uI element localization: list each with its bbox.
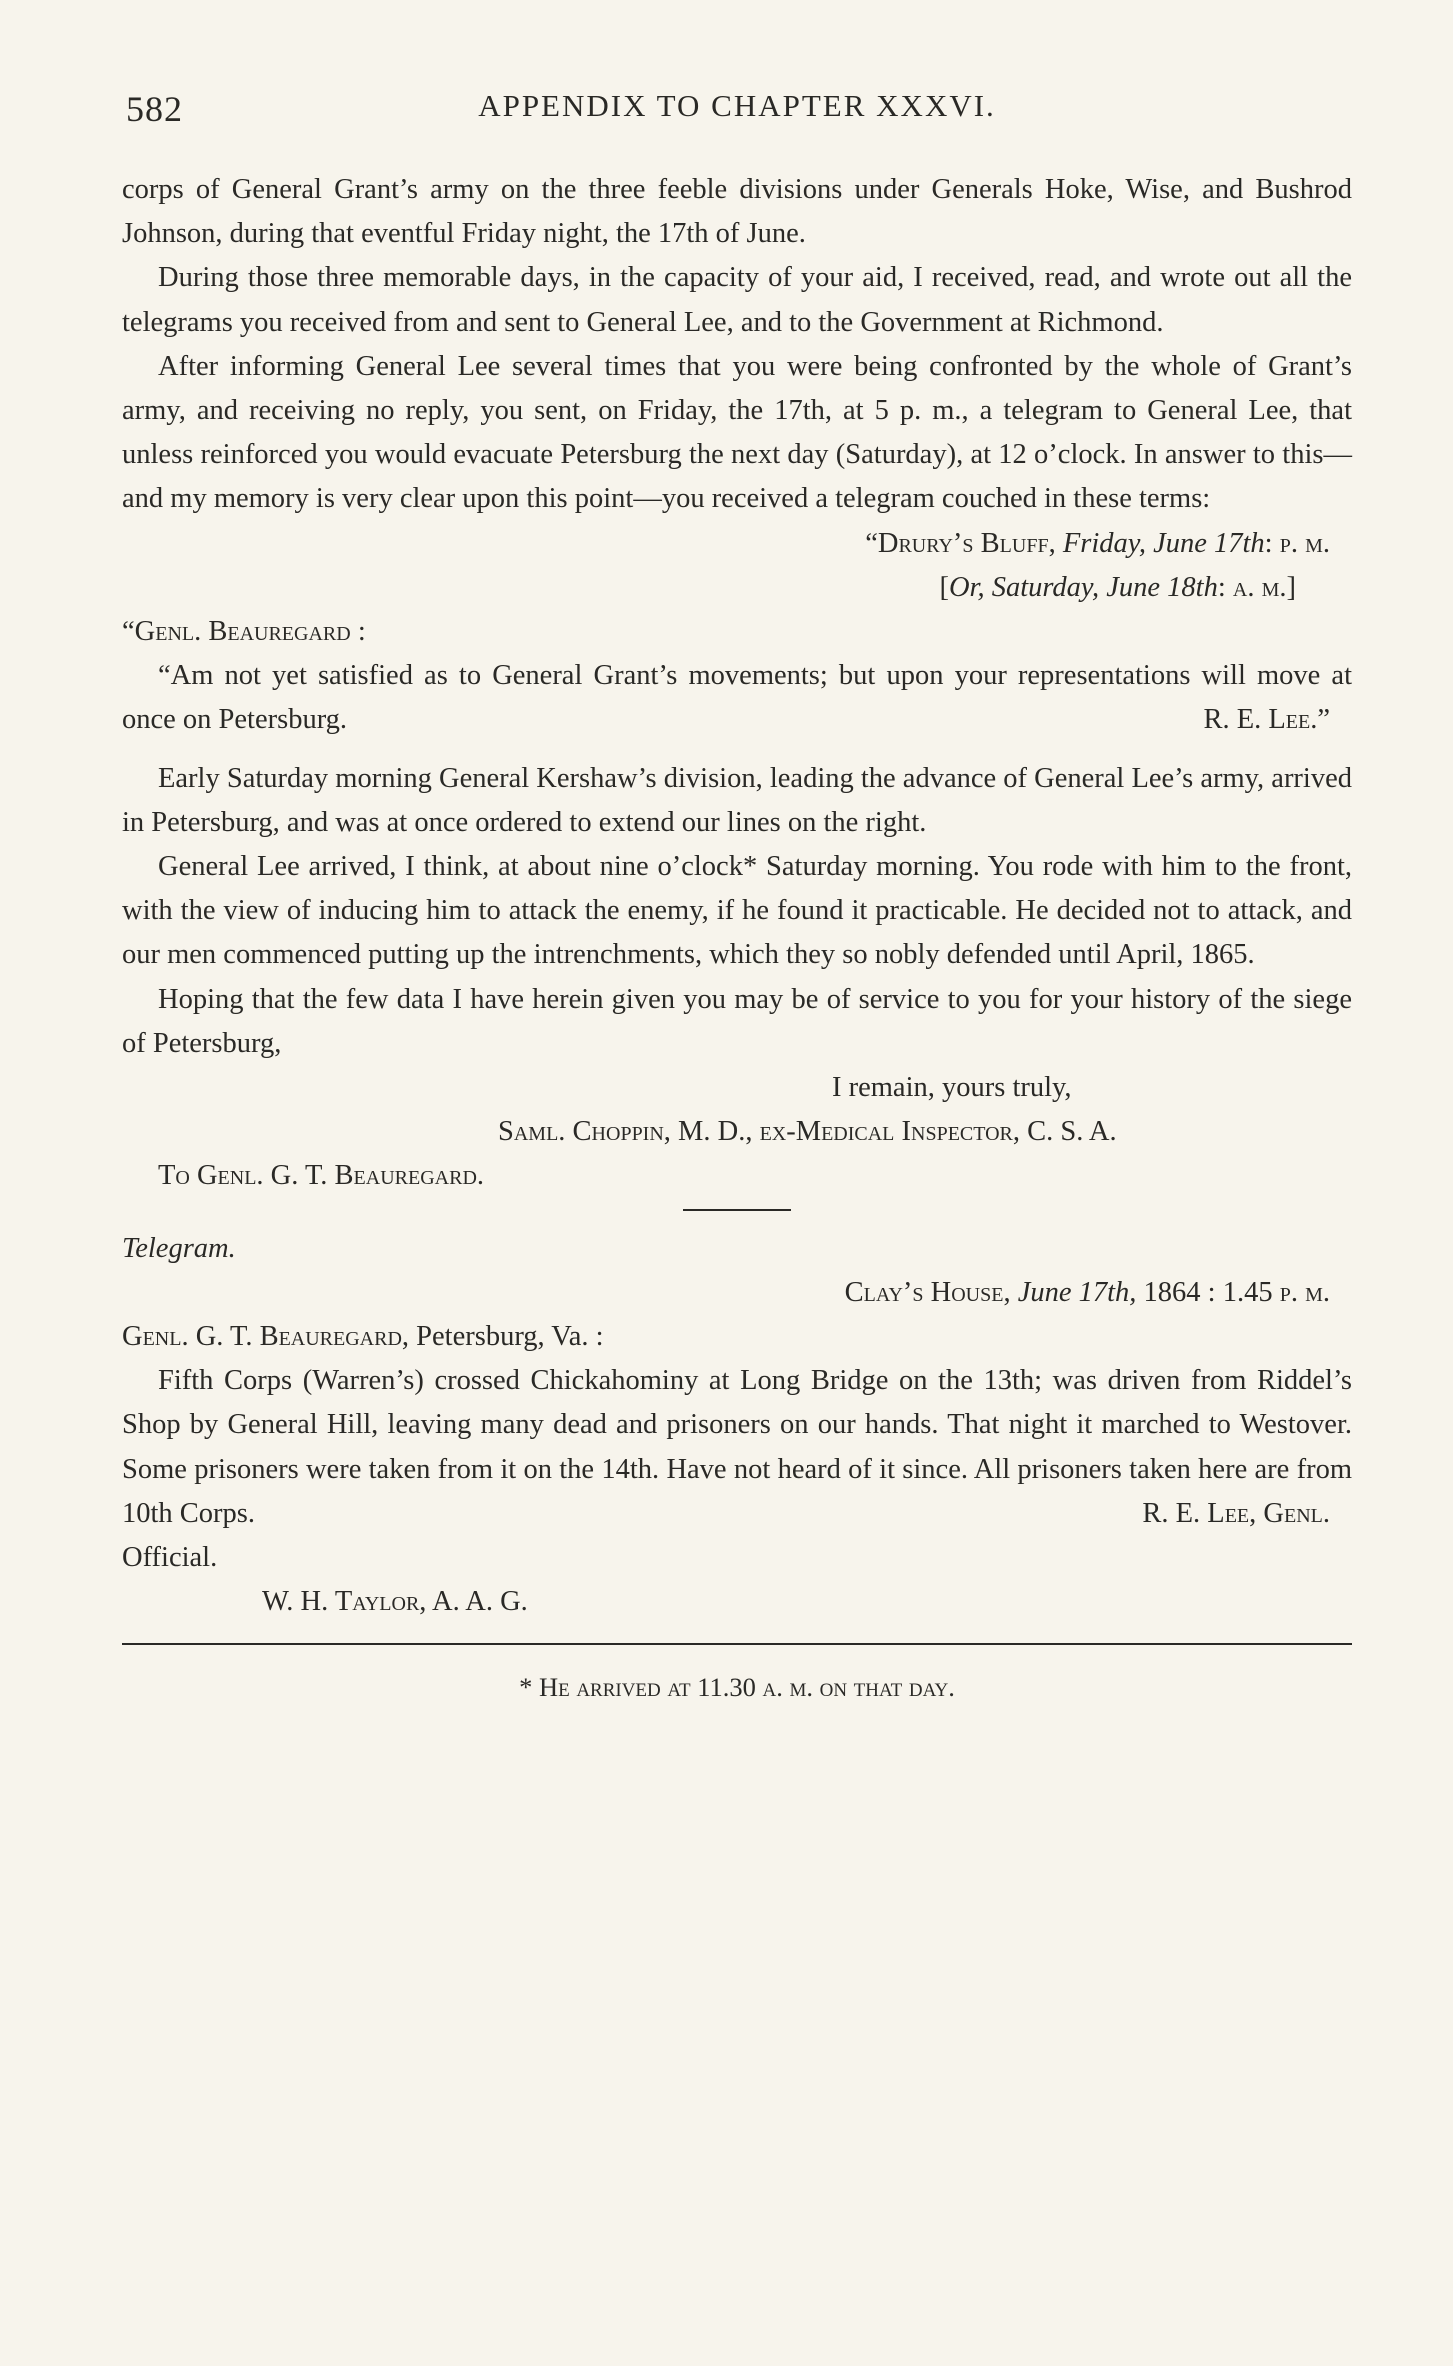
quote-salutation: “Genl. Beauregard : (122, 616, 366, 648)
page-number: 582 (126, 89, 183, 129)
footnote-rule (122, 1643, 1352, 1645)
section-divider (683, 1209, 791, 1211)
page-body (122, 168, 1352, 1709)
telegram-to-place: Petersburg, Va. : (416, 1321, 604, 1353)
quote-signature: R. E. Lee.” (1203, 704, 1330, 736)
telegram-body: Fifth Corps (Warren’s) crossed Chickahominy at Long Bridge on the 13th; was driven from Riddel’s Shop by General Hill, leaving many dead and prisoners on our hands. That night it marched to Westover. Some prisoners were taken from it on the 14th. Have not heard of it since. All prisoners taken here are from 10th Corps. (122, 1365, 1352, 1529)
paragraph-4: Early Saturday morning General Kershaw’s division, leading the advance of General Lee’s army, arrived in Petersburg, and was at once ordered to extend our lines on the right. (122, 762, 1352, 838)
paragraph-5: General Lee arrived, I think, at about nine o’clock* Saturday morning. You rode with him to the front, with the view of inducing him to attack the enemy, if he found it practicable. He decided not to attack, and our men commenced putting up the intrenchments, which they so nobly defended until April, 1865. (122, 851, 1352, 971)
footnote: * He arrived at 11.30 a. m. on that day. (519, 1671, 955, 1702)
paragraph-1: corps of General Grant’s army on the three feeble divisions under Generals Hoke, Wise, and Bushrod Johnson, during that eventful Friday night, the 17th of June. (122, 174, 1352, 250)
telegram-time: 1864 : 1.45 p. m. (1143, 1276, 1330, 1308)
telegram-dateline (122, 1271, 1352, 1315)
telegram-text (122, 1359, 1352, 1536)
paragraph-3: After informing General Lee several times that you were being confronted by the whole of Grant’s army, and receiving no reply, you sent, on Friday, the 17th, at 5 p. m., a telegram to General Lee, that unless reinforced you would evacuate Petersburg the next day (Saturday), at 12 o’clock. In answer to this—and my memory is very clear upon this point—you received a telegram couched in these terms: (122, 350, 1352, 515)
quote-dateline (122, 522, 1352, 566)
telegram-official-signature: W. H. Taylor, A. A. G. (262, 1586, 528, 1618)
quote-alt-bracket: [ (939, 571, 949, 603)
telegram-signature: R. E. Lee, Genl. (1142, 1497, 1330, 1529)
telegram-label: Telegram. (122, 1232, 236, 1264)
telegram-official: Official. (122, 1542, 218, 1574)
quote-time: : p. m. (1264, 527, 1330, 559)
telegram-addressee (122, 1315, 1352, 1359)
page-header (122, 88, 1352, 132)
quote-date: Friday, June 17th (1062, 527, 1265, 559)
letter-addressee: To Genl. G. T. Beauregard. (158, 1160, 485, 1192)
quoted-telegram (122, 522, 1352, 743)
telegram-to: Genl. G. T. Beauregard, (122, 1321, 410, 1353)
quote-body: “Am not yet satisfied as to General Grant’s movements; but upon your representations will move at once on Petersburg. (122, 660, 1352, 736)
quote-alt-date: Or, Saturday, June 18th (948, 571, 1218, 603)
paragraph-2: During those three memorable days, in the capacity of your aid, I received, read, and wrote out all the telegrams you received from and sent to General Lee, and to the Government at Richmond. (122, 262, 1352, 338)
quote-alt-dateline (122, 566, 1352, 610)
telegram-place: Clay’s House, (844, 1276, 1011, 1308)
running-head: APPENDIX TO CHAPTER XXXVI. (478, 88, 996, 123)
quote-alt-time: : a. m.] (1217, 571, 1296, 603)
letter-signature: Saml. Choppin, M. D., ex-Medical Inspector, C. S. A. (498, 1116, 1117, 1148)
paragraph-6: Hoping that the few data I have herein given you may be of service to you for your history of the siege of Petersburg, (122, 983, 1352, 1059)
telegram-date: June 17th, (1017, 1276, 1137, 1308)
quote-place: “Drury’s Bluff, (865, 527, 1056, 559)
quote-text (122, 654, 1352, 742)
letter-closing: I remain, yours truly, (832, 1072, 1072, 1104)
